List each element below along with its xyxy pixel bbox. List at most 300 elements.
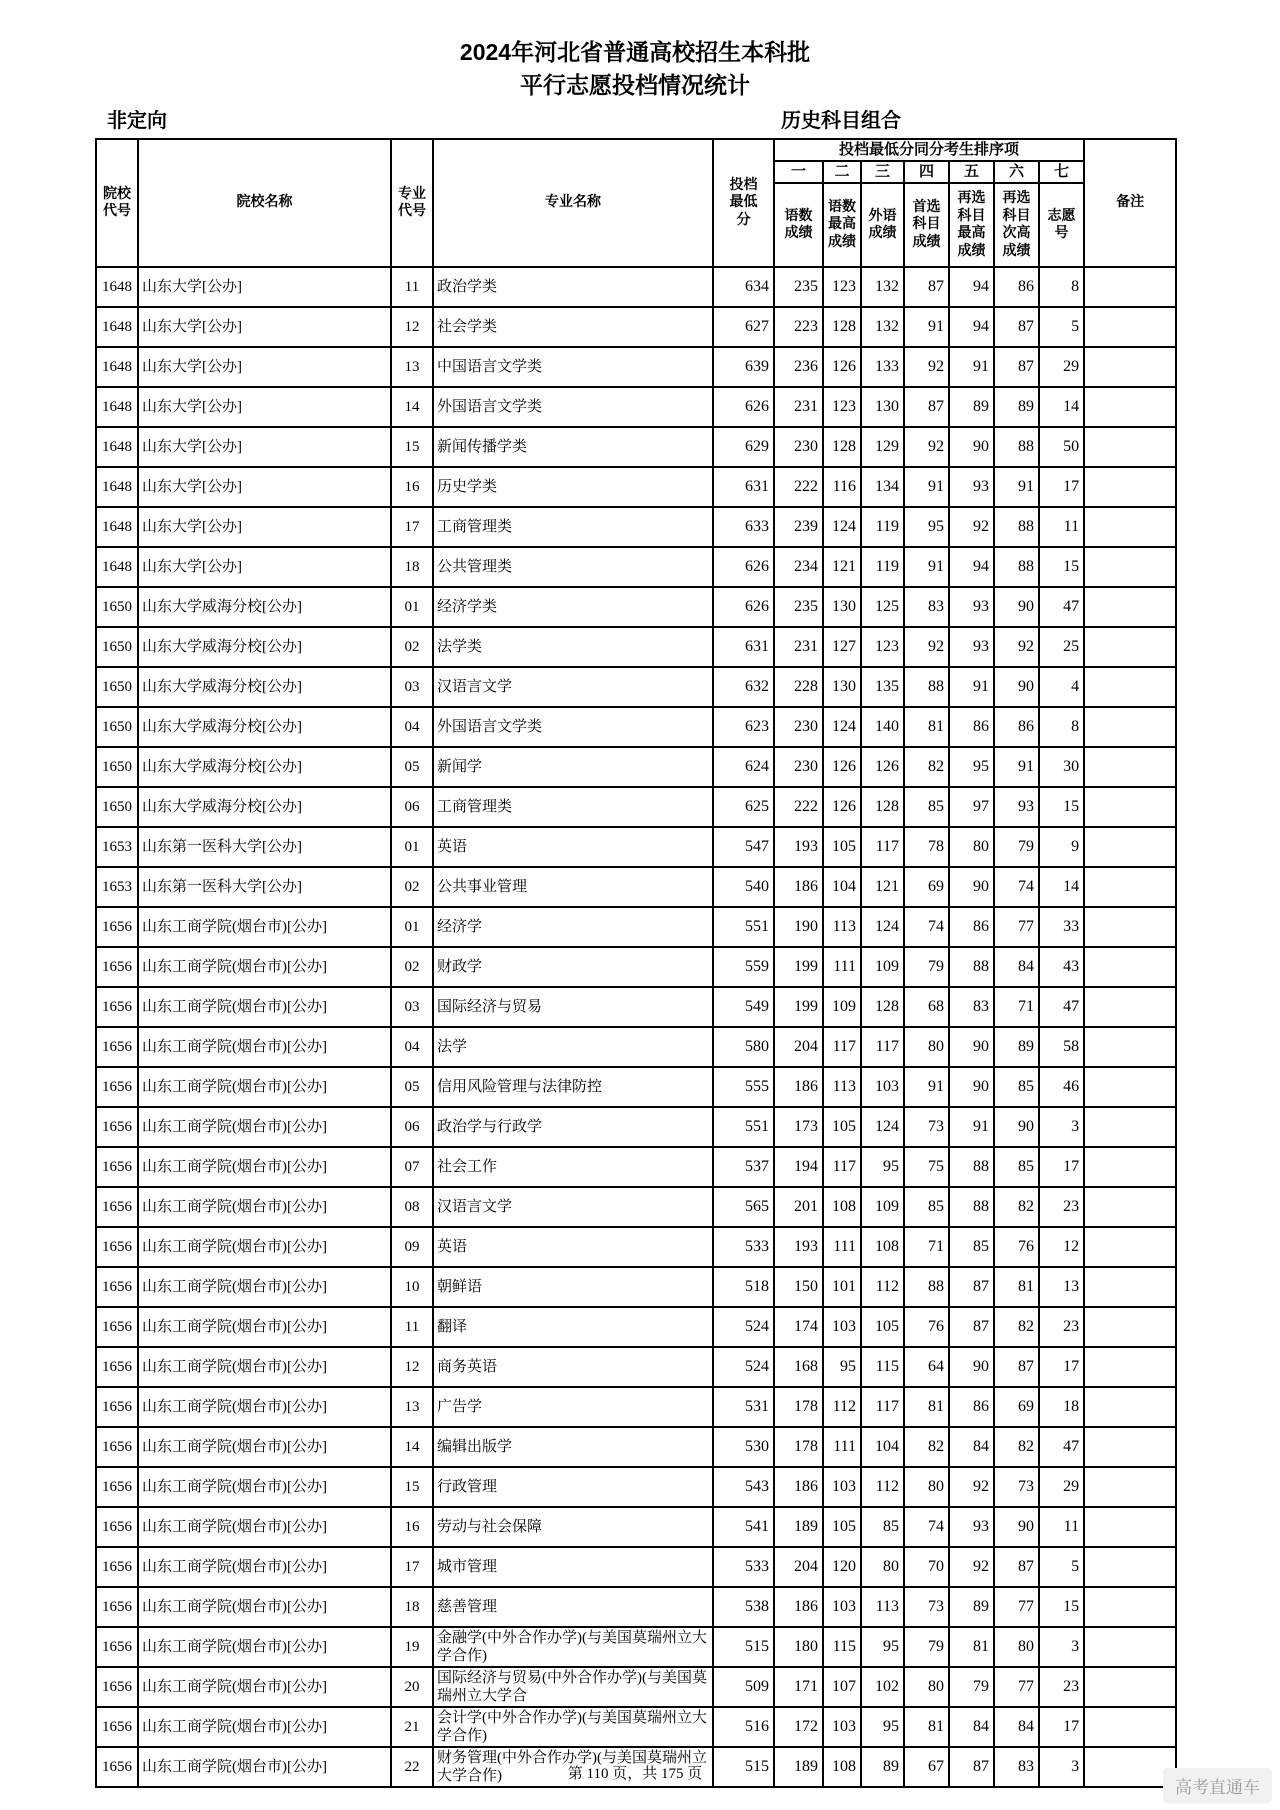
cell-reselect-max: 83 <box>949 987 994 1027</box>
cell-reselect-max: 90 <box>949 1347 994 1387</box>
header-ordinal-2: 二 <box>823 161 861 183</box>
header-min-score: 投档最低分 <box>713 139 774 267</box>
cell-lang-math-max: 103 <box>823 1707 861 1747</box>
cell-reselect-max: 94 <box>949 307 994 347</box>
cell-foreign-lang: 117 <box>861 827 904 867</box>
cell-choice-no: 29 <box>1039 347 1084 387</box>
cell-choice-no: 14 <box>1039 867 1084 907</box>
cell-foreign-lang: 102 <box>861 1667 904 1707</box>
cell-foreign-lang: 95 <box>861 1707 904 1747</box>
cell-school-name: 山东工商学院(烟台市)[公办] <box>138 1307 391 1347</box>
cell-major-name: 公共事业管理 <box>433 867 713 907</box>
header-criterion-2: 语数最高成绩 <box>823 183 861 267</box>
table-row <box>96 507 1176 547</box>
table-row <box>96 1467 1176 1507</box>
cell-lang-math: 222 <box>774 467 823 507</box>
cell-major-code: 22 <box>391 1747 433 1787</box>
cell-lang-math: 186 <box>774 1467 823 1507</box>
table-row <box>96 827 1176 867</box>
cell-foreign-lang: 85 <box>861 1507 904 1547</box>
cell-school-code: 1648 <box>96 267 138 307</box>
cell-min-score: 626 <box>713 547 774 587</box>
cell-lang-math-max: 127 <box>823 627 861 667</box>
cell-first-subject: 70 <box>904 1547 949 1587</box>
cell-lang-math: 150 <box>774 1267 823 1307</box>
cell-school-name: 山东工商学院(烟台市)[公办] <box>138 1667 391 1707</box>
cell-foreign-lang: 130 <box>861 387 904 427</box>
cell-reselect-second: 82 <box>994 1427 1039 1467</box>
cell-lang-math-max: 105 <box>823 1107 861 1147</box>
cell-choice-no: 23 <box>1039 1187 1084 1227</box>
cell-first-subject: 92 <box>904 627 949 667</box>
cell-foreign-lang: 117 <box>861 1387 904 1427</box>
cell-min-score: 559 <box>713 947 774 987</box>
cell-school-name: 山东工商学院(烟台市)[公办] <box>138 1107 391 1147</box>
cell-school-code: 1656 <box>96 1387 138 1427</box>
table-row <box>96 547 1176 587</box>
header-major-name: 专业名称 <box>433 139 713 267</box>
cell-school-code: 1656 <box>96 1707 138 1747</box>
cell-major-code: 11 <box>391 1307 433 1347</box>
header-ordinal-3: 三 <box>861 161 904 183</box>
cell-school-name: 山东工商学院(烟台市)[公办] <box>138 1067 391 1107</box>
cell-reselect-second: 92 <box>994 627 1039 667</box>
cell-major-name: 慈善管理 <box>433 1587 713 1627</box>
cell-reselect-max: 86 <box>949 707 994 747</box>
table-row <box>96 987 1176 1027</box>
cell-reselect-max: 97 <box>949 787 994 827</box>
cell-reselect-second: 77 <box>994 1587 1039 1627</box>
cell-first-subject: 85 <box>904 787 949 827</box>
cell-lang-math: 189 <box>774 1747 823 1787</box>
table-row <box>96 467 1176 507</box>
cell-lang-math-max: 105 <box>823 1507 861 1547</box>
cell-foreign-lang: 112 <box>861 1267 904 1307</box>
cell-major-name: 劳动与社会保障 <box>433 1507 713 1547</box>
cell-lang-math: 234 <box>774 547 823 587</box>
cell-reselect-max: 90 <box>949 867 994 907</box>
cell-reselect-second: 90 <box>994 587 1039 627</box>
cell-major-name: 英语 <box>433 1227 713 1267</box>
cell-major-code: 03 <box>391 667 433 707</box>
cell-first-subject: 95 <box>904 507 949 547</box>
cell-school-code: 1656 <box>96 1227 138 1267</box>
header-criterion-6: 再选科目次高成绩 <box>994 183 1039 267</box>
cell-major-code: 15 <box>391 427 433 467</box>
cell-reselect-max: 94 <box>949 267 994 307</box>
table-row <box>96 707 1176 747</box>
cell-reselect-second: 80 <box>994 1627 1039 1667</box>
table-row <box>96 1387 1176 1427</box>
cell-min-score: 524 <box>713 1307 774 1347</box>
cell-school-name: 山东大学[公办] <box>138 547 391 587</box>
cell-lang-math: 239 <box>774 507 823 547</box>
cell-school-name: 山东工商学院(烟台市)[公办] <box>138 907 391 947</box>
cell-first-subject: 80 <box>904 1467 949 1507</box>
cell-lang-math-max: 124 <box>823 707 861 747</box>
cell-school-name: 山东大学[公办] <box>138 387 391 427</box>
cell-choice-no: 50 <box>1039 427 1084 467</box>
cell-first-subject: 82 <box>904 747 949 787</box>
cell-reselect-second: 87 <box>994 1347 1039 1387</box>
cell-reselect-second: 82 <box>994 1187 1039 1227</box>
cell-min-score: 547 <box>713 827 774 867</box>
cell-first-subject: 80 <box>904 1027 949 1067</box>
cell-min-score: 555 <box>713 1067 774 1107</box>
cell-major-code: 15 <box>391 1467 433 1507</box>
cell-lang-math: 222 <box>774 787 823 827</box>
cell-school-code: 1648 <box>96 347 138 387</box>
cell-lang-math: 204 <box>774 1547 823 1587</box>
cell-min-score: 633 <box>713 507 774 547</box>
cell-major-code: 02 <box>391 627 433 667</box>
cell-first-subject: 78 <box>904 827 949 867</box>
cell-choice-no: 17 <box>1039 1147 1084 1187</box>
cell-lang-math: 193 <box>774 827 823 867</box>
table-row <box>96 947 1176 987</box>
cell-reselect-max: 90 <box>949 1027 994 1067</box>
cell-school-code: 1650 <box>96 667 138 707</box>
table-row <box>96 1227 1176 1267</box>
cell-min-score: 533 <box>713 1547 774 1587</box>
cell-remark <box>1084 1347 1176 1387</box>
cell-major-code: 16 <box>391 1507 433 1547</box>
cell-lang-math-max: 105 <box>823 827 861 867</box>
cell-major-name: 中国语言文学类 <box>433 347 713 387</box>
cell-min-score: 625 <box>713 787 774 827</box>
cell-choice-no: 11 <box>1039 507 1084 547</box>
cell-lang-math: 235 <box>774 587 823 627</box>
cell-lang-math: 199 <box>774 947 823 987</box>
cell-major-code: 12 <box>391 307 433 347</box>
table-row <box>96 1627 1176 1667</box>
cell-lang-math-max: 126 <box>823 747 861 787</box>
cell-major-name: 财务管理(中外合作办学)(与美国莫瑞州立大学合作) <box>433 1747 713 1787</box>
cell-reselect-max: 81 <box>949 1627 994 1667</box>
cell-major-code: 20 <box>391 1667 433 1707</box>
cell-remark <box>1084 1227 1176 1267</box>
cell-school-name: 山东大学威海分校[公办] <box>138 667 391 707</box>
cell-reselect-max: 88 <box>949 1147 994 1187</box>
cell-min-score: 626 <box>713 587 774 627</box>
cell-min-score: 543 <box>713 1467 774 1507</box>
cell-choice-no: 47 <box>1039 1427 1084 1467</box>
cell-lang-math: 193 <box>774 1227 823 1267</box>
cell-school-code: 1650 <box>96 787 138 827</box>
table-row <box>96 1427 1176 1467</box>
cell-lang-math: 186 <box>774 1067 823 1107</box>
cell-lang-math-max: 108 <box>823 1187 861 1227</box>
cell-reselect-second: 81 <box>994 1267 1039 1307</box>
cell-reselect-second: 84 <box>994 947 1039 987</box>
cell-lang-math-max: 113 <box>823 907 861 947</box>
table-row <box>96 307 1176 347</box>
cell-major-code: 06 <box>391 787 433 827</box>
cell-first-subject: 74 <box>904 1507 949 1547</box>
cell-major-code: 13 <box>391 1387 433 1427</box>
cell-first-subject: 88 <box>904 667 949 707</box>
cell-reselect-second: 85 <box>994 1147 1039 1187</box>
header-major-code: 专业代号 <box>391 139 433 267</box>
cell-lang-math-max: 113 <box>823 1067 861 1107</box>
cell-major-code: 17 <box>391 1547 433 1587</box>
cell-reselect-second: 90 <box>994 1507 1039 1547</box>
cell-lang-math: 186 <box>774 1587 823 1627</box>
cell-remark <box>1084 1187 1176 1227</box>
section-labels <box>0 104 1280 134</box>
table-row <box>96 387 1176 427</box>
cell-major-name: 财政学 <box>433 947 713 987</box>
cell-first-subject: 79 <box>904 1627 949 1667</box>
cell-remark <box>1084 587 1176 627</box>
cell-remark <box>1084 307 1176 347</box>
cell-choice-no: 12 <box>1039 1227 1084 1267</box>
cell-min-score: 516 <box>713 1707 774 1747</box>
cell-lang-math-max: 117 <box>823 1027 861 1067</box>
cell-lang-math: 228 <box>774 667 823 707</box>
table-row <box>96 1027 1176 1067</box>
cell-school-name: 山东大学[公办] <box>138 347 391 387</box>
cell-reselect-second: 71 <box>994 987 1039 1027</box>
cell-major-name: 工商管理类 <box>433 787 713 827</box>
cell-choice-no: 15 <box>1039 787 1084 827</box>
cell-first-subject: 91 <box>904 1067 949 1107</box>
cell-major-name: 新闻学 <box>433 747 713 787</box>
table-row <box>96 787 1176 827</box>
cell-choice-no: 9 <box>1039 827 1084 867</box>
cell-foreign-lang: 109 <box>861 947 904 987</box>
cell-lang-math-max: 107 <box>823 1667 861 1707</box>
cell-first-subject: 85 <box>904 1187 949 1227</box>
cell-school-name: 山东大学[公办] <box>138 507 391 547</box>
cell-lang-math: 236 <box>774 347 823 387</box>
cell-school-code: 1648 <box>96 387 138 427</box>
cell-reselect-max: 93 <box>949 467 994 507</box>
cell-remark <box>1084 1267 1176 1307</box>
table-row <box>96 1187 1176 1227</box>
cell-major-name: 朝鲜语 <box>433 1267 713 1307</box>
cell-school-code: 1656 <box>96 1267 138 1307</box>
cell-major-name: 行政管理 <box>433 1467 713 1507</box>
cell-reselect-second: 85 <box>994 1067 1039 1107</box>
cell-school-name: 山东工商学院(烟台市)[公办] <box>138 1747 391 1787</box>
cell-reselect-second: 86 <box>994 267 1039 307</box>
page-title-line2: 平行志愿投档情况统计 <box>520 72 750 98</box>
cell-school-code: 1648 <box>96 307 138 347</box>
admission-score-table <box>95 138 1177 1788</box>
cell-school-name: 山东大学[公办] <box>138 427 391 467</box>
cell-reselect-max: 87 <box>949 1747 994 1787</box>
cell-foreign-lang: 115 <box>861 1347 904 1387</box>
cell-major-code: 01 <box>391 907 433 947</box>
cell-major-code: 16 <box>391 467 433 507</box>
header-ordinal-4: 四 <box>904 161 949 183</box>
cell-reselect-max: 80 <box>949 827 994 867</box>
cell-lang-math: 231 <box>774 627 823 667</box>
cell-school-code: 1648 <box>96 427 138 467</box>
cell-major-code: 05 <box>391 747 433 787</box>
cell-first-subject: 81 <box>904 1707 949 1747</box>
cell-major-code: 18 <box>391 547 433 587</box>
cell-choice-no: 15 <box>1039 547 1084 587</box>
cell-reselect-max: 93 <box>949 1507 994 1547</box>
cell-first-subject: 91 <box>904 547 949 587</box>
cell-first-subject: 75 <box>904 1147 949 1187</box>
cell-foreign-lang: 132 <box>861 267 904 307</box>
cell-foreign-lang: 124 <box>861 1107 904 1147</box>
cell-reselect-max: 84 <box>949 1427 994 1467</box>
cell-major-code: 02 <box>391 867 433 907</box>
cell-remark <box>1084 1027 1176 1067</box>
cell-foreign-lang: 128 <box>861 787 904 827</box>
table-row <box>96 627 1176 667</box>
cell-foreign-lang: 133 <box>861 347 904 387</box>
cell-foreign-lang: 124 <box>861 907 904 947</box>
header-ordinal-1: 一 <box>774 161 823 183</box>
cell-lang-math-max: 115 <box>823 1627 861 1667</box>
cell-reselect-max: 95 <box>949 747 994 787</box>
cell-min-score: 631 <box>713 467 774 507</box>
cell-min-score: 524 <box>713 1347 774 1387</box>
cell-lang-math: 173 <box>774 1107 823 1147</box>
cell-major-name: 汉语言文学 <box>433 667 713 707</box>
cell-school-code: 1648 <box>96 507 138 547</box>
cell-first-subject: 79 <box>904 947 949 987</box>
cell-school-name: 山东第一医科大学[公办] <box>138 827 391 867</box>
cell-remark <box>1084 1587 1176 1627</box>
cell-lang-math-max: 108 <box>823 1747 861 1787</box>
header-criterion-5: 再选科目最高成绩 <box>949 183 994 267</box>
cell-min-score: 624 <box>713 747 774 787</box>
cell-reselect-max: 93 <box>949 627 994 667</box>
cell-lang-math: 230 <box>774 747 823 787</box>
cell-first-subject: 74 <box>904 907 949 947</box>
cell-lang-math-max: 95 <box>823 1347 861 1387</box>
cell-lang-math: 235 <box>774 267 823 307</box>
cell-major-code: 17 <box>391 507 433 547</box>
cell-foreign-lang: 132 <box>861 307 904 347</box>
cell-lang-math: 204 <box>774 1027 823 1067</box>
cell-remark <box>1084 347 1176 387</box>
cell-reselect-second: 83 <box>994 1747 1039 1787</box>
cell-foreign-lang: 134 <box>861 467 904 507</box>
cell-reselect-second: 84 <box>994 1707 1039 1747</box>
cell-first-subject: 81 <box>904 707 949 747</box>
cell-reselect-second: 77 <box>994 1667 1039 1707</box>
cell-choice-no: 17 <box>1039 1707 1084 1747</box>
cell-lang-math: 178 <box>774 1387 823 1427</box>
cell-min-score: 549 <box>713 987 774 1027</box>
cell-lang-math-max: 104 <box>823 867 861 907</box>
section-label-subject-combo: 历史科目组合 <box>781 110 901 132</box>
cell-school-name: 山东大学威海分校[公办] <box>138 787 391 827</box>
cell-lang-math-max: 120 <box>823 1547 861 1587</box>
cell-first-subject: 64 <box>904 1347 949 1387</box>
cell-lang-math-max: 130 <box>823 667 861 707</box>
cell-reselect-max: 86 <box>949 907 994 947</box>
cell-major-code: 11 <box>391 267 433 307</box>
table-row <box>96 667 1176 707</box>
cell-major-code: 09 <box>391 1227 433 1267</box>
cell-school-name: 山东工商学院(烟台市)[公办] <box>138 1387 391 1427</box>
cell-foreign-lang: 108 <box>861 1227 904 1267</box>
cell-foreign-lang: 135 <box>861 667 904 707</box>
cell-foreign-lang: 121 <box>861 867 904 907</box>
cell-lang-math-max: 111 <box>823 1427 861 1467</box>
table-row <box>96 587 1176 627</box>
cell-min-score: 565 <box>713 1187 774 1227</box>
cell-school-name: 山东工商学院(烟台市)[公办] <box>138 1627 391 1667</box>
cell-major-code: 13 <box>391 347 433 387</box>
cell-school-code: 1650 <box>96 627 138 667</box>
cell-foreign-lang: 123 <box>861 627 904 667</box>
cell-school-code: 1656 <box>96 947 138 987</box>
cell-foreign-lang: 80 <box>861 1547 904 1587</box>
cell-lang-math: 223 <box>774 307 823 347</box>
cell-reselect-max: 93 <box>949 587 994 627</box>
cell-min-score: 541 <box>713 1507 774 1547</box>
cell-reselect-second: 89 <box>994 1027 1039 1067</box>
cell-choice-no: 4 <box>1039 667 1084 707</box>
table-row <box>96 867 1176 907</box>
cell-remark <box>1084 907 1176 947</box>
cell-major-code: 03 <box>391 987 433 1027</box>
cell-school-name: 山东工商学院(烟台市)[公办] <box>138 1587 391 1627</box>
cell-min-score: 515 <box>713 1747 774 1787</box>
cell-major-name: 社会学类 <box>433 307 713 347</box>
cell-school-code: 1656 <box>96 1427 138 1467</box>
cell-school-code: 1656 <box>96 1027 138 1067</box>
cell-major-code: 21 <box>391 1707 433 1747</box>
cell-lang-math-max: 128 <box>823 307 861 347</box>
cell-choice-no: 11 <box>1039 1507 1084 1547</box>
cell-major-name: 信用风险管理与法律防控 <box>433 1067 713 1107</box>
cell-major-name: 商务英语 <box>433 1347 713 1387</box>
cell-lang-math-max: 112 <box>823 1387 861 1427</box>
cell-school-name: 山东大学威海分校[公办] <box>138 627 391 667</box>
table-row <box>96 267 1176 307</box>
cell-foreign-lang: 117 <box>861 1027 904 1067</box>
cell-lang-math-max: 116 <box>823 467 861 507</box>
cell-lang-math: 172 <box>774 1707 823 1747</box>
cell-first-subject: 82 <box>904 1427 949 1467</box>
cell-first-subject: 71 <box>904 1227 949 1267</box>
cell-reselect-second: 77 <box>994 907 1039 947</box>
cell-major-name: 英语 <box>433 827 713 867</box>
header-criterion-7: 志愿号 <box>1039 183 1084 267</box>
cell-min-score: 540 <box>713 867 774 907</box>
cell-lang-math: 190 <box>774 907 823 947</box>
cell-lang-math-max: 121 <box>823 547 861 587</box>
header-remark: 备注 <box>1084 139 1176 267</box>
cell-foreign-lang: 119 <box>861 547 904 587</box>
cell-lang-math-max: 103 <box>823 1307 861 1347</box>
cell-lang-math-max: 123 <box>823 387 861 427</box>
cell-choice-no: 17 <box>1039 1347 1084 1387</box>
cell-reselect-second: 91 <box>994 467 1039 507</box>
cell-choice-no: 8 <box>1039 267 1084 307</box>
cell-school-name: 山东工商学院(烟台市)[公办] <box>138 1227 391 1267</box>
cell-foreign-lang: 113 <box>861 1587 904 1627</box>
cell-school-name: 山东工商学院(烟台市)[公办] <box>138 1347 391 1387</box>
cell-lang-math-max: 126 <box>823 787 861 827</box>
cell-choice-no: 30 <box>1039 747 1084 787</box>
cell-choice-no: 23 <box>1039 1307 1084 1347</box>
table-row <box>96 347 1176 387</box>
cell-remark <box>1084 947 1176 987</box>
table-row <box>96 427 1176 467</box>
cell-reselect-max: 92 <box>949 1547 994 1587</box>
